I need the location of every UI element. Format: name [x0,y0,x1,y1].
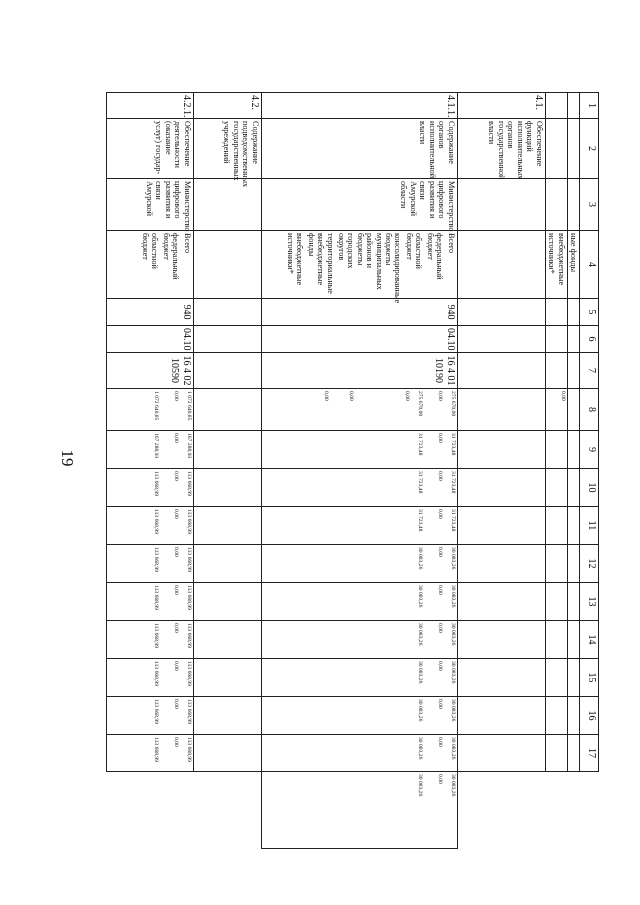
source-list [107,231,194,299]
amount-value: 0,00 [404,391,411,401]
amount-cell-year [107,697,194,735]
header-cell: 4 [580,231,599,299]
table-row-4-1 [457,93,545,849]
budget-table [106,92,599,849]
header-cell: 10 [580,469,599,507]
source-label: внебюджетные источники* [285,233,305,286]
amount-value: 31 723,48 [416,433,423,456]
table-row-4-2 [193,93,261,849]
amount-value: 113 668,99 [152,471,159,496]
amount-value: 30 083,26 [416,774,423,797]
header-cell: 9 [580,431,599,469]
header-cell: 13 [580,583,599,621]
source-label: ные фонды [567,231,579,299]
table-row-continued-extra [545,93,567,849]
header-cell: 7 [580,353,599,389]
amount-value: 0,00 [437,699,444,709]
header-cell: 16 [580,697,599,735]
amount-value: 113 668,99 [152,585,159,610]
amount-value: 0,00 [173,737,180,747]
header-cell: 17 [580,735,599,772]
amount-value: 0,00 [173,471,180,481]
header-cell: 11 [580,507,599,545]
amount-value: 31 723,48 [449,509,456,532]
amount-cell-year [107,507,194,545]
event-name: Обеспечение функций исполнительных органов государственной власти [457,119,545,179]
amount-value: 30 083,26 [449,585,456,608]
amount-value: 0,00 [437,585,444,595]
table-row-continued-funds [567,93,579,849]
source-label: областной бюджет [404,233,424,269]
executor: Министерство цифрового развития и связи Амурской области [261,179,457,231]
amount-value: 167 288,93 [152,433,159,459]
amount-cell-year [107,659,194,697]
amount-value: 0,00 [173,585,180,595]
amount-value: 113 668,99 [152,623,159,648]
table-row-4-1-1 [261,93,457,849]
target-code: 16 4 02 10590 [107,353,194,389]
amount-cell-year [107,583,194,621]
source-label: областной бюджет [140,233,160,269]
amount-value: 0,00 [347,391,354,401]
amount-value: 30 083,26 [449,737,456,760]
amount-value: 0,00 [173,623,180,633]
amount-value: 0,00 [437,433,444,443]
row-number: 4.1. [457,93,545,119]
amount-value: 30 083,26 [416,737,423,760]
source-label: федеральный бюджет [425,233,445,280]
amount-value: 113 668,99 [152,661,159,686]
amount-value: 167 288,93 [185,433,192,459]
table-row-4-2-1 [107,93,194,849]
table-rotation-frame [106,92,599,849]
header-cell: 12 [580,545,599,583]
amount-cell-year [261,507,457,545]
source-label: Всего [446,233,456,254]
amount-value: 0,00 [437,623,444,633]
amount-value: 0,00 [437,661,444,671]
amount-value: 0,00 [323,391,330,401]
header-cell: 15 [580,659,599,697]
event-name: Содержание подведомственных государственных учреждений [193,119,261,179]
page-number: 19 [58,449,77,467]
table-header-row [580,93,599,849]
amount-value: 31 723,48 [416,509,423,532]
amount-value: 113 668,99 [185,737,192,762]
amount-value: 0,00 [173,509,180,519]
amount-cell-year [261,621,457,659]
section-code: 04.10 [261,326,457,353]
amount-value: 0,00 [437,471,444,481]
amount-value: 113 668,99 [185,547,192,572]
amount-value: 31 723,48 [416,471,423,494]
amount-value: 0,00 [173,391,180,401]
amount-cell-year [261,545,457,583]
amount-value: 113 668,99 [185,585,192,610]
amount-value: 1 072 640,85 [152,391,159,421]
amount-value: 113 668,99 [185,509,192,534]
amount-value: 0,00 [437,737,444,747]
event-name: Обеспечение деятельности (оказание услуг) государ- [107,119,194,179]
source-label: консолидированные бюджеты муниципальных районов и бюджеты городских округов [336,233,403,304]
amount-value: 31 723,48 [449,433,456,456]
header-cell: 6 [580,326,599,353]
amount-value: 31 723,48 [449,471,456,494]
amount-value: 30 083,26 [416,699,423,722]
amount-value: 30 083,26 [449,623,456,646]
amount-cell-year [107,735,194,772]
amount-value: 30 083,26 [449,699,456,722]
amount-value: 113 668,99 [185,699,192,724]
amount-value: 0,00 [173,433,180,443]
amount-cell-year [261,583,457,621]
amount-value: 30 083,26 [416,547,423,570]
amount-cell-year [261,697,457,735]
amount-value: 30 083,26 [449,661,456,684]
table-sheet [106,92,599,849]
amount-value: 275 670,00 [416,391,423,417]
amount-cell: 0,00 [545,389,567,431]
amount-value: 113 668,99 [152,737,159,762]
amount-cell-year [261,431,457,469]
source-label: федеральный бюджет [161,233,181,280]
amount-value: 113 668,99 [185,471,192,496]
amount-value: 30 083,26 [416,585,423,608]
amount-value: 113 668,99 [152,699,159,724]
amount-value: 113 668,99 [152,547,159,572]
amount-value: 0,00 [437,391,444,401]
amount-value: 30 083,26 [449,774,456,797]
event-name: Содержание органов исполнительной власти [261,119,457,179]
row-number: 4.2.1. [107,93,194,119]
source-label: территориальные внебюджетные фонды [306,233,335,294]
source-label: Всего [182,233,192,254]
header-cell: 8 [580,389,599,431]
amount-cell-year [261,772,457,849]
header-cell: 3 [580,179,599,231]
amount-cell-year [261,659,457,697]
amount-value: 113 668,99 [185,661,192,686]
source-list [261,231,457,304]
ministry-code: 940 [261,299,457,326]
section-code: 04.10 [107,326,194,353]
amount-value: 30 083,26 [416,661,423,684]
header-cell: 2 [580,119,599,179]
amount-value: 30 083,26 [416,623,423,646]
amount-cell-total [107,389,194,431]
row-number: 4.2. [193,93,261,119]
header-cell: 1 [580,93,599,119]
ministry-code: 940 [107,299,194,326]
executor: Министерство цифрового развития и связи Амурской [107,179,194,231]
amount-value: 30 083,26 [449,547,456,570]
row-number: 4.1.1. [261,93,457,119]
header-cell: 5 [580,299,599,326]
amount-value: 0,00 [437,774,444,784]
amount-cell-year [107,545,194,583]
amount-value: 0,00 [173,661,180,671]
amount-value: 0,00 [437,509,444,519]
amount-cell-year [107,469,194,507]
amount-value: 0,00 [173,699,180,709]
amount-cell-year [107,431,194,469]
amount-value: 1 072 640,85 [185,391,192,421]
amount-cell-year [107,621,194,659]
amount-value: 113 668,99 [152,509,159,534]
amount-value: 113 668,99 [185,623,192,648]
amount-cell-total [261,389,457,431]
target-code: 16 4 01 10190 [261,353,457,389]
source-label: внебюджетные источники* [545,231,567,299]
header-cell: 14 [580,621,599,659]
amount-value: 275 670,00 [449,391,456,417]
amount-value: 0,00 [173,547,180,557]
amount-cell-year [261,735,457,772]
amount-value: 0,00 [437,547,444,557]
amount-cell-year [261,469,457,507]
